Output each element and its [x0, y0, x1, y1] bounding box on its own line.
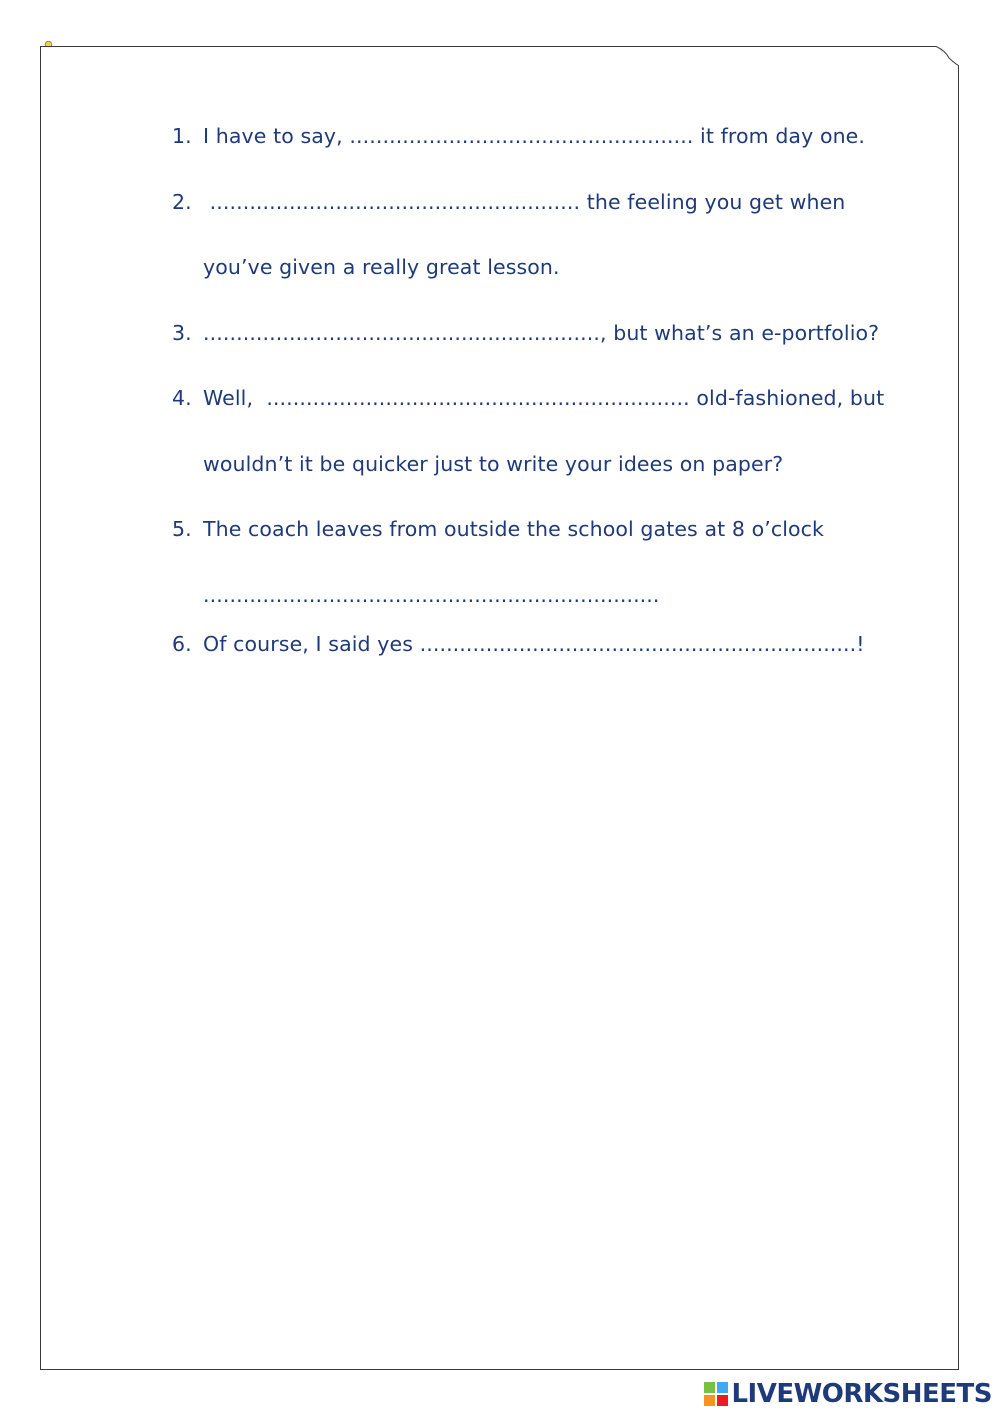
item-text: wouldn’t it be quicker just to write your idees on paper?: [203, 451, 784, 476]
exercise-item-5: [172, 511, 872, 577]
exercise-item-2-continuation: [172, 249, 872, 315]
exercise-item-4: [172, 380, 885, 446]
item-number: 5.: [172, 517, 192, 541]
liveworksheets-logo[interactable]: [704, 1379, 992, 1409]
exercise-list: [172, 118, 885, 691]
item-number: 4.: [172, 386, 192, 410]
item-number: 3.: [172, 320, 192, 345]
exercise-item-1: [172, 118, 872, 184]
exercise-item-5-continuation: [172, 577, 872, 626]
item-number: 1.: [172, 124, 192, 148]
item-text: The coach leaves from outside the school gates at 8 o’clock: [203, 517, 825, 541]
exercise-item-2: [172, 184, 872, 250]
item-text: .....................................................................: [203, 582, 660, 607]
item-text: ............................................................, but what’s an e-portfolio?: [203, 320, 880, 345]
item-number: 2.: [172, 189, 192, 214]
exercise-item-4-continuation: [172, 446, 872, 512]
item-text: Of course, I said yes ..................................................................!: [203, 631, 865, 656]
item-number: 6.: [172, 631, 192, 656]
page-corner-fold-icon: [935, 46, 959, 66]
exercise-item-6: [172, 626, 872, 692]
brand-name: LIVEWORKSHEETS: [731, 1379, 992, 1409]
item-text: ........................................................ the feeling you get when: [203, 189, 846, 214]
item-text: Well, ................................................................ old-fashioned, but: [203, 386, 885, 410]
item-text: I have to say, .................................................... it from day one.: [203, 124, 866, 148]
liveworksheets-logo-icon: [704, 1382, 728, 1406]
item-text: you’ve given a really great lesson.: [203, 255, 560, 279]
exercise-item-3: [172, 315, 880, 381]
